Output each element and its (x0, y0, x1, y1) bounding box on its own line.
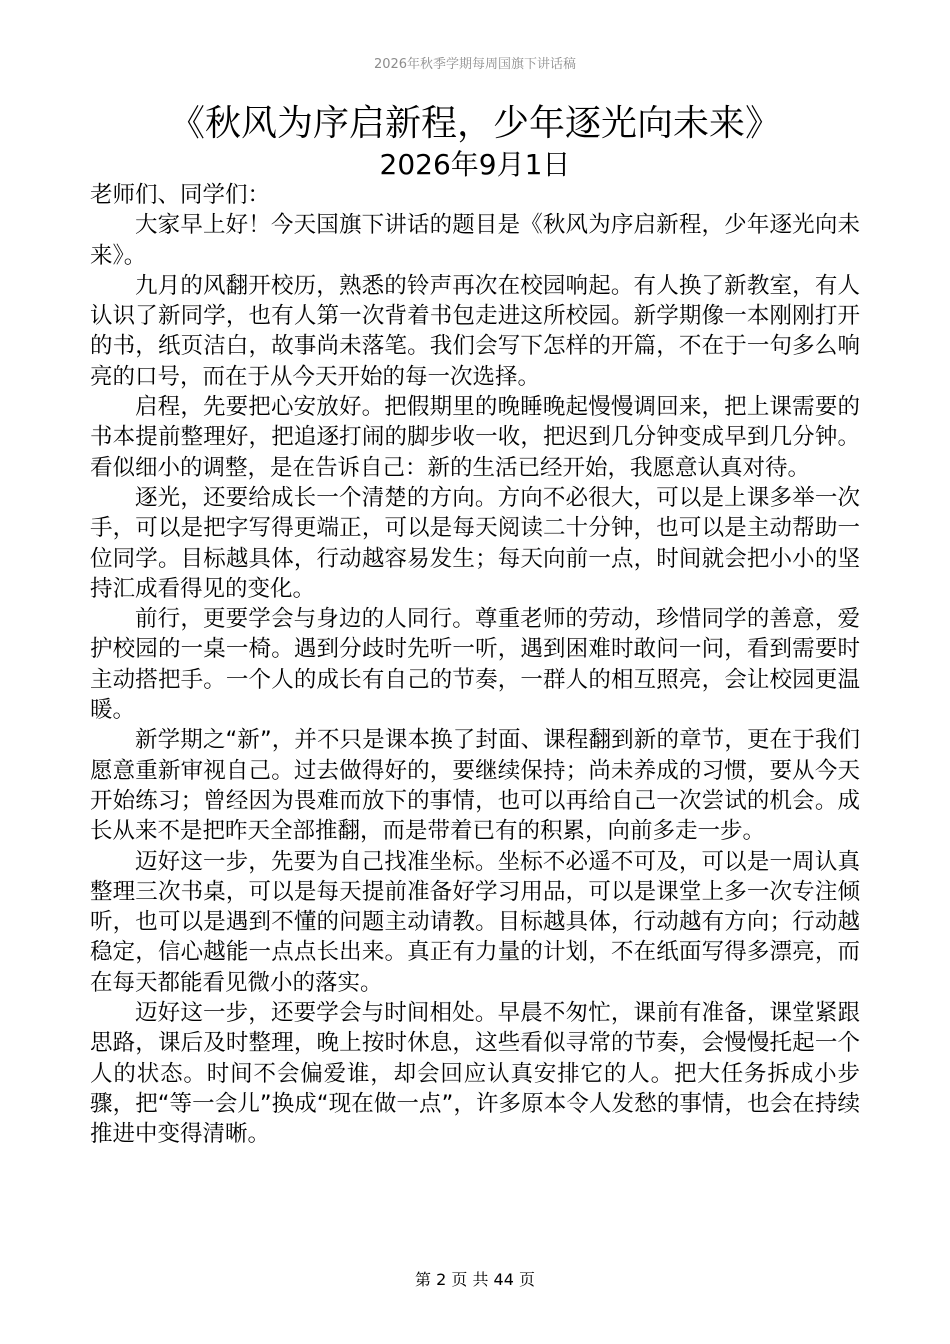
paragraph: 逐光，还要给成长一个清楚的方向。方向不必很大，可以是上课多举一次手，可以是把字写得更端正，可以是每天阅读二十分钟，也可以是主动帮助一位同学。目标越具体，行动越容易发生；每天向前一点，时间就会把小小的坚持汇成看得见的变化。 (90, 484, 860, 602)
paragraph: 前行，更要学会与身边的人同行。尊重老师的劳动，珍惜同学的善意，爱护校园的一桌一椅。遇到分歧时先听一听，遇到困难时敢问一问，看到需要时主动搭把手。一个人的成长有自己的节奏，一群人的相互照亮，会让校园更温暖。 (90, 606, 860, 724)
paragraph: 迈好这一步，还要学会与时间相处。早晨不匆忙，课前有准备，课堂紧跟思路，课后及时整理，晚上按时休息，这些看似寻常的节奏，会慢慢托起一个人的状态。时间不会偏爱谁，却会回应认真安排它的人。把大任务拆成小步骤，把“等一会儿”换成“现在做一点”，许多原本令人发愁的事情，也会在持续推进中变得清晰。 (90, 1000, 860, 1148)
paragraph: 启程，先要把心安放好。把假期里的晚睡晚起慢慢调回来，把上课需要的书本提前整理好，把追逐打闹的脚步收一收，把迟到几分钟变成早到几分钟。看似细小的调整，是在告诉自己：新的生活已经开始，我愿意认真对待。 (90, 394, 860, 481)
paragraph: 九月的风翻开校历，熟悉的铃声再次在校园响起。有人换了新教室，有人认识了新同学，也有人第一次背着书包走进这所校园。新学期像一本刚刚打开的书，纸页洁白，故事尚未落笔。我们会写下怎样的开篇，不在于一句多么响亮的口号，而在于从今天开始的每一次选择。 (90, 272, 860, 390)
speech-body (90, 180, 860, 1150)
page-number: 第 2 页 共 44 页 (415, 1270, 535, 1289)
paragraph: 大家早上好！今天国旗下讲话的题目是《秋风为序启新程，少年逐光向未来》。 (90, 212, 860, 269)
page-header: 2026年秋季学期每周国旗下讲话稿 (373, 57, 577, 72)
paragraph: 新学期之“新”，并不只是课本换了封面、课程翻到新的章节，更在于我们愿意重新审视自己。过去做得好的，要继续保持；尚未养成的习惯，要从今天开始练习；曾经因为畏难而放下的事情，也可以再给自己一次尝试的机会。成长从来不是把昨天全部推翻，而是带着已有的积累，向前多走一步。 (90, 727, 860, 845)
speech-date: 2026年9月1日 (379, 148, 571, 181)
salutation: 老师们、同学们： (90, 182, 271, 208)
paragraph: 迈好这一步，先要为自己找准坐标。坐标不必遥不可及，可以是一周认真整理三次书桌，可以是每天提前准备好学习用品，可以是课堂上多一次专注倾听，也可以是遇到不懂的问题主动请教。目标越具体，行动越有方向；行动越稳定，信心越能一点点长出来。真正有力量的计划，不在纸面写得多漂亮，而在每天都能看见微小的落实。 (90, 848, 860, 996)
speech-title: 《秋风为序启新程，少年逐光向未来》 (168, 103, 781, 144)
